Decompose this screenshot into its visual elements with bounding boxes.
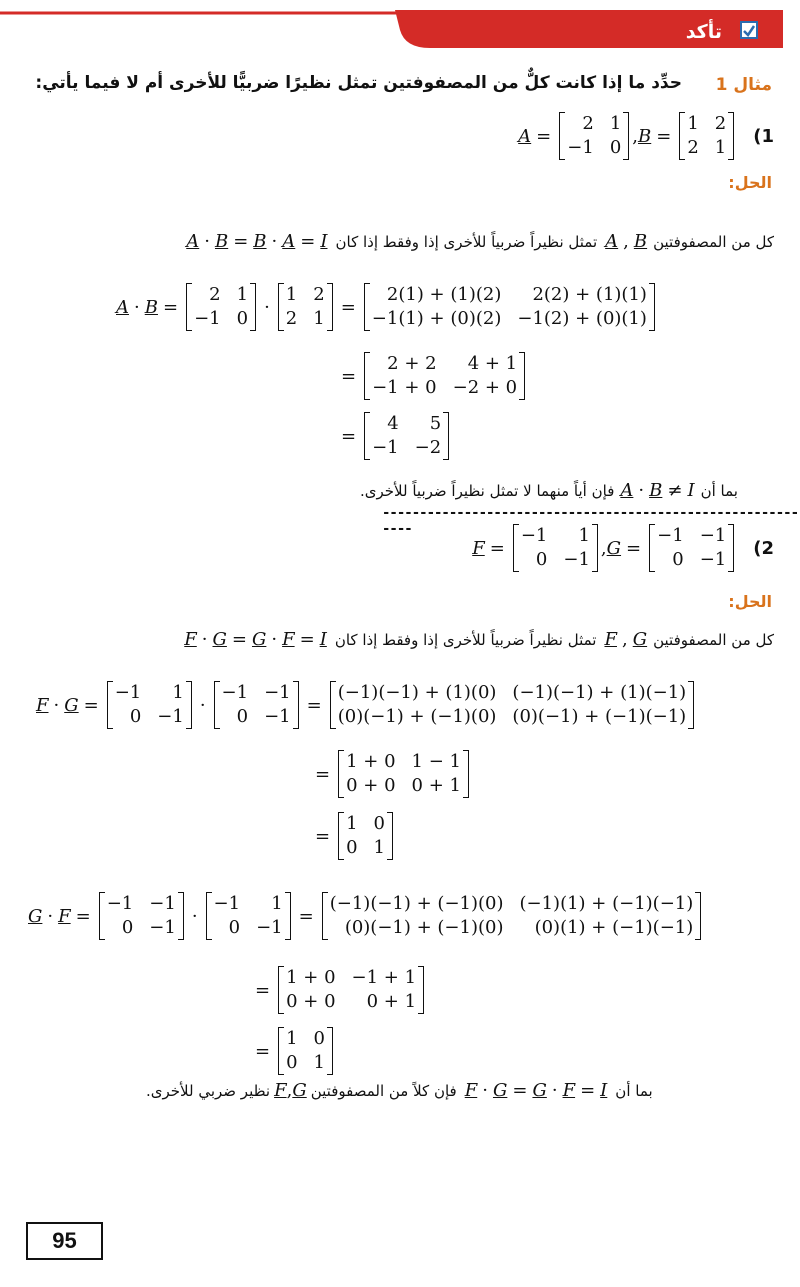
matrix-cell: −1 <box>221 682 249 703</box>
matrix-cell: −1 + 1 <box>351 967 417 988</box>
matrix-cell: −1 <box>264 682 291 703</box>
matrix-body-fg2 <box>344 750 463 798</box>
part1-number: (1 <box>753 125 774 147</box>
matrix-cell: 0 + 0 <box>346 775 396 796</box>
matrix-cell: 0 + 0 <box>286 991 336 1012</box>
matrix-cell: −1 <box>567 137 594 158</box>
check-mark-icon <box>742 24 756 38</box>
matrix-cell: (−1)(−1) + (1)(−1) <box>512 682 687 703</box>
matrix-cell: (−1)(−1) + (1)(0) <box>337 682 497 703</box>
matrix-cell: 2(1) + (1)(2) <box>386 284 502 305</box>
matrix-body-a <box>565 112 623 160</box>
matrix-cell: 2 <box>209 284 221 305</box>
header-bar <box>395 10 783 48</box>
matrix-cell: −2 + 0 <box>452 377 518 398</box>
matrix-body-f <box>212 892 285 940</box>
matrix-cell: 2 <box>714 113 727 134</box>
matrix-body-ab3 <box>370 412 443 460</box>
matrix-cell: 0 <box>286 1052 298 1073</box>
matrix-body-b <box>685 112 728 160</box>
matrix-cell: 1 <box>346 813 358 834</box>
matrix-cell: 1 <box>373 837 385 858</box>
matrix-B <box>679 112 734 160</box>
matrix-cell: 1 <box>687 113 699 134</box>
part1-solution-label: الحل: <box>728 173 772 192</box>
matrix-cell: 0 <box>672 549 684 570</box>
matrix-cell: −1 <box>699 549 727 570</box>
matrix-cell: 2(2) + (1)(1) <box>532 284 647 305</box>
matrix-cell: −1 <box>520 525 548 546</box>
matrix-cell: 0 <box>228 917 241 938</box>
checkbox-icon <box>740 21 758 39</box>
matrix-cell: 1 <box>313 1052 325 1073</box>
matrix-cell: 0 <box>346 837 358 858</box>
matrix-F <box>513 524 598 572</box>
matrix-cell: 1 <box>609 113 622 134</box>
part1-calc-line1: A · B = 2 −1 1 0 · 1 2 2 1 = 2(1) + (1)(2) −1(1) + (0)(2) 2(2) + (1)(1) −1(2) + (0)(1) <box>116 283 658 331</box>
matrix-body-gf2 <box>284 966 418 1014</box>
part1-conclusion: فإن أياً منهما لا تمثل نظيراً ضربياً للأخرى. A · B ≠ I بما أن <box>360 480 738 501</box>
matrix-A <box>559 112 629 160</box>
matrix-cell: (0)(1) + (−1)(−1) <box>534 917 694 938</box>
matrix-cell: −2 <box>414 437 442 458</box>
part2-conclusion: نظير ضربي للأخرى. F , G فإن كلاً من المصفوفتين F · G = G · F = I بما أن <box>146 1080 653 1101</box>
matrix-cell: 0 + 1 <box>411 775 461 796</box>
matrix-cell: (−1)(1) + (−1)(−1) <box>519 893 694 914</box>
matrix-cell: 2 <box>285 308 298 329</box>
matrix-cell: −1 <box>194 308 221 329</box>
part2-number: (2 <box>753 537 774 559</box>
matrix-cell: −1 <box>149 917 176 938</box>
matrix-body-a <box>192 283 250 331</box>
matrix-body-g <box>220 681 293 729</box>
part1-condition: A · B = B · A = I تمثل نظيراً ضربياً للأخرى إذا وفقط إذا كان A , B كل من المصفوفتين <box>186 231 774 252</box>
part2-gf-line3: = 1 0 0 1 <box>250 1027 336 1075</box>
matrix-cell: −1 <box>563 549 590 570</box>
matrix-cell: 0 <box>129 706 142 727</box>
matrix-cell: 2 <box>687 137 699 158</box>
matrix-cell: 1 + 0 <box>286 967 336 988</box>
part1-question: A = 2 −1 1 0 , B = 1 2 2 1 (1 <box>518 113 774 158</box>
matrix-cell: 1 <box>271 893 283 914</box>
matrix-cell: 0 <box>535 549 548 570</box>
part2-gf-line1: G · F = −1 0 −1 −1 · −1 0 1 −1 = (−1)(−1) + (−1)(0) (0)(−1) + (−1)(0) (−1)(1) + (−1)(−1) (0)(1) + (−1)(−1) <box>28 892 704 940</box>
matrix-body-b <box>284 283 327 331</box>
matrix-body-gf3 <box>284 1027 327 1075</box>
matrix-cell: 1 <box>172 682 184 703</box>
matrix-cell: −1 <box>699 525 727 546</box>
matrix-body-f <box>113 681 186 729</box>
part2-fg-line3: = 1 0 0 1 <box>310 812 396 860</box>
matrix-cell: (0)(−1) + (−1)(0) <box>344 917 504 938</box>
page-number: 95 <box>26 1222 103 1260</box>
matrix-body-fg3 <box>344 812 387 860</box>
matrix-cell: 0 <box>236 308 249 329</box>
matrix-cell: −1 <box>149 893 176 914</box>
matrix-cell: −1 <box>157 706 184 727</box>
matrix-cell: 4 <box>387 413 399 434</box>
matrix-body-f <box>519 524 592 572</box>
matrix-cell: 1 <box>714 137 727 158</box>
matrix-cell: −1 <box>114 682 142 703</box>
header-banner <box>0 10 783 48</box>
part2-condition: F · G = G · F = I تمثل نظيراً ضربياً للأخرى إذا وفقط إذا كان F , G كل من المصفوفتين <box>184 629 774 650</box>
matrix-cell: 2 <box>313 284 325 305</box>
matrix-body-g <box>655 524 728 572</box>
matrix-cell: 0 <box>609 137 622 158</box>
part2-fg-line2: = 1 + 0 0 + 0 1 − 1 0 + 1 <box>310 750 472 798</box>
matrix-cell: −1(2) + (0)(1) <box>517 308 647 329</box>
matrix-cell: 1 + 0 <box>346 751 396 772</box>
matrix-cell: 5 <box>429 413 442 434</box>
separator: ------------------------------------------------------------ <box>382 505 799 537</box>
part2-solution-label: الحل: <box>728 592 772 611</box>
matrix-cell: −1 + 0 <box>372 377 437 398</box>
matrix-G <box>649 524 734 572</box>
matrix-cell: 2 + 2 <box>387 353 437 374</box>
matrix-cell: −1 <box>106 893 134 914</box>
matrix-cell: (−1)(−1) + (−1)(0) <box>329 893 504 914</box>
matrix-body-fg1 <box>336 681 688 729</box>
matrix-cell: (0)(−1) + (−1)(0) <box>337 706 497 727</box>
matrix-cell: 1 − 1 <box>411 751 461 772</box>
part2-gf-line2: = 1 + 0 0 + 0 −1 + 1 0 + 1 <box>250 966 427 1014</box>
matrix-cell: 2 <box>582 113 594 134</box>
matrix-cell: 4 + 1 <box>467 353 518 374</box>
matrix-cell: −1 <box>256 917 283 938</box>
matrix-cell: −1 <box>657 525 684 546</box>
part2-question: F = −1 0 1 −1 , G = −1 0 −1 −1 (2 <box>472 525 774 570</box>
matrix-body-ab1 <box>370 283 649 331</box>
matrix-body-gf1 <box>328 892 696 940</box>
matrix-cell: 0 <box>313 1028 325 1049</box>
matrix-cell: (0)(−1) + (−1)(−1) <box>512 706 687 727</box>
matrix-body-g <box>105 892 178 940</box>
part2-fg-line1: F · G = −1 0 1 −1 · −1 0 −1 −1 = (−1)(−1) + (1)(0) (0)(−1) + (−1)(0) (−1)(−1) + (1)(−1) (0)(−1) + (−1)(−1) <box>36 681 697 729</box>
example-statement: حدِّد ما إذا كانت كلٌّ من المصفوفتين تمثل نظيرًا ضربيًّا للأخرى أم لا فيما يأتي: <box>35 73 682 93</box>
header-title: تأكد <box>685 21 722 43</box>
matrix-cell: 1 <box>286 1028 298 1049</box>
matrix-cell: 0 + 1 <box>366 991 417 1012</box>
matrix-cell: −1 <box>264 706 291 727</box>
matrix-cell: 1 <box>285 284 298 305</box>
matrix-cell: 1 <box>313 308 325 329</box>
matrix-cell: 0 <box>121 917 134 938</box>
matrix-cell: −1(1) + (0)(2) <box>371 308 502 329</box>
example-label: مثال 1 <box>715 75 772 95</box>
matrix-cell: 0 <box>236 706 249 727</box>
matrix-cell: 1 <box>236 284 249 305</box>
matrix-body-ab2 <box>370 352 519 400</box>
part1-calc-line2: = 2 + 2 −1 + 0 4 + 1 −2 + 0 <box>336 352 528 400</box>
matrix-cell: 0 <box>373 813 385 834</box>
part1-calc-line3: = 4 −1 5 −2 <box>336 412 452 460</box>
matrix-cell: 1 <box>578 525 590 546</box>
matrix-cell: −1 <box>372 437 399 458</box>
matrix-cell: −1 <box>213 893 241 914</box>
